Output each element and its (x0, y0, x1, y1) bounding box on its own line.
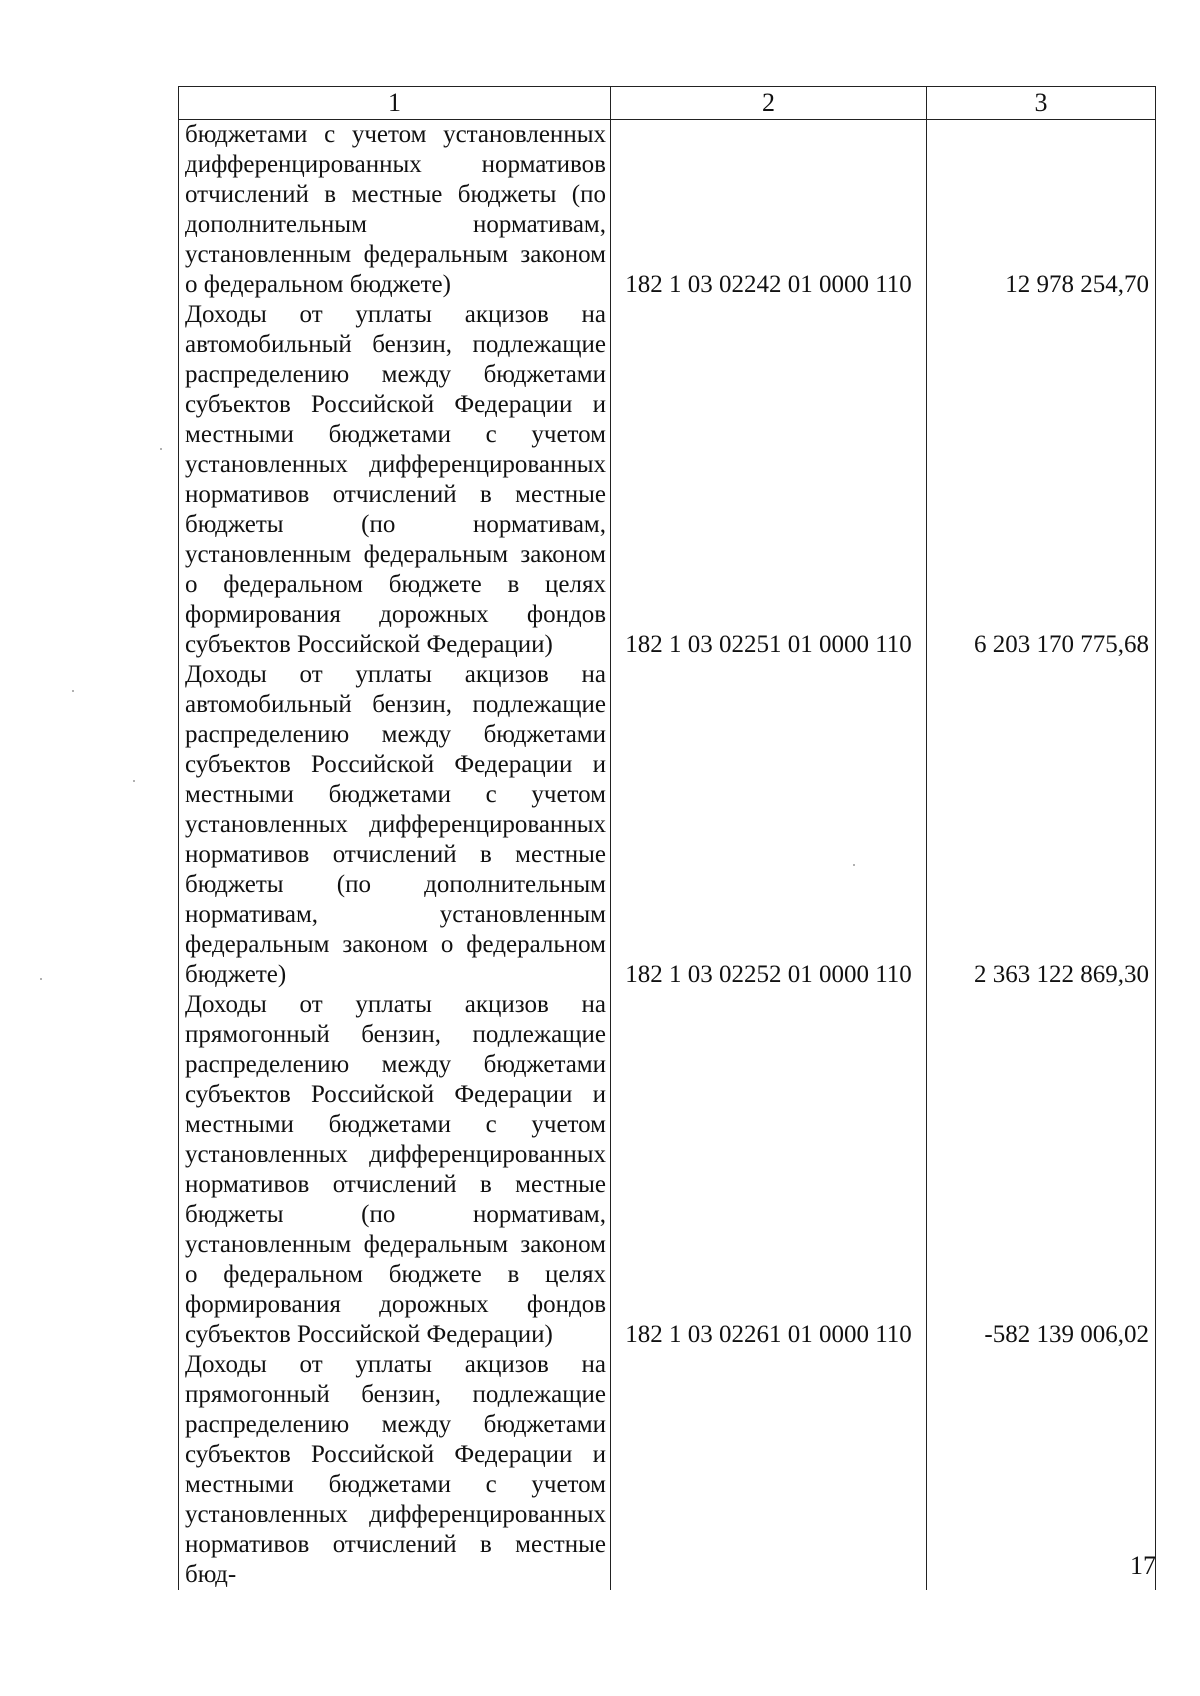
page-number: 17 (1130, 1551, 1156, 1580)
scan-speck (133, 780, 135, 782)
row-amount: 12 978 254,70 (927, 120, 1156, 301)
column-header-3: 3 (927, 87, 1156, 120)
column-header-2: 2 (611, 87, 927, 120)
table-row (179, 990, 1156, 1350)
scan-speck (160, 448, 162, 450)
row-description: Доходы от уплаты акцизов на автомобильный бензин, подлежащие распределению между бюджетами субъектов Российской Федерации и местными бюджетами с учетом установленных дифференцированных нормативов отчислений в местные бюджеты (по нормативам, установленным федеральным законом о федеральном бюджете в целях формирования дорожных фондов субъектов Российской Федерации) (179, 300, 611, 660)
row-amount: -582 139 006,02 (927, 990, 1156, 1350)
row-code: 182 1 03 02261 01 0000 110 (611, 990, 927, 1350)
table-row (179, 120, 1156, 301)
row-description: Доходы от уплаты акцизов на прямогонный бензин, подлежащие распределению между бюджетами субъектов Российской Федерации и местными бюджетами с учетом установленных дифференцированных нормативов отчислений в местные бюджеты (по нормативам, установленным федеральным законом о федеральном бюджете в целях формирования дорожных фондов субъектов Российской Федерации) (179, 990, 611, 1350)
row-amount: 6 203 170 775,68 (927, 300, 1156, 660)
row-amount (927, 1350, 1156, 1590)
row-code: 182 1 03 02242 01 0000 110 (611, 120, 927, 301)
scan-speck (72, 690, 74, 692)
row-description: Доходы от уплаты акцизов на автомобильный бензин, подлежащие распределению между бюджетами субъектов Российской Федерации и местными бюджетами с учетом установленных дифференцированных нормативов отчислений в местные бюджеты (по дополнительным нормативам, установленным федеральным законом о федеральном бюджете) (179, 660, 611, 990)
table-row (179, 660, 1156, 990)
table-header (179, 87, 1156, 120)
row-description: Доходы от уплаты акцизов на прямогонный бензин, подлежащие распределению между бюджетами субъектов Российской Федерации и местными бюджетами с учетом установленных дифференцированных нормативов отчислений в местные бюд- (179, 1350, 611, 1590)
header-row (179, 87, 1156, 120)
column-header-1: 1 (179, 87, 611, 120)
row-amount: 2 363 122 869,30 (927, 660, 1156, 990)
scan-speck (853, 864, 855, 866)
table-row (179, 1350, 1156, 1590)
row-code: 182 1 03 02251 01 0000 110 (611, 300, 927, 660)
table-row (179, 300, 1156, 660)
revenue-table (178, 86, 1156, 1590)
row-code: 182 1 03 02252 01 0000 110 (611, 660, 927, 990)
scan-speck (40, 978, 42, 980)
table-body (179, 120, 1156, 1591)
row-code (611, 1350, 927, 1590)
row-description: бюджетами с учетом установленных дифференцированных нормативов отчислений в местные бюджеты (по дополнительным нормативам, установленным федеральным законом о федеральном бюджете) (179, 120, 611, 301)
